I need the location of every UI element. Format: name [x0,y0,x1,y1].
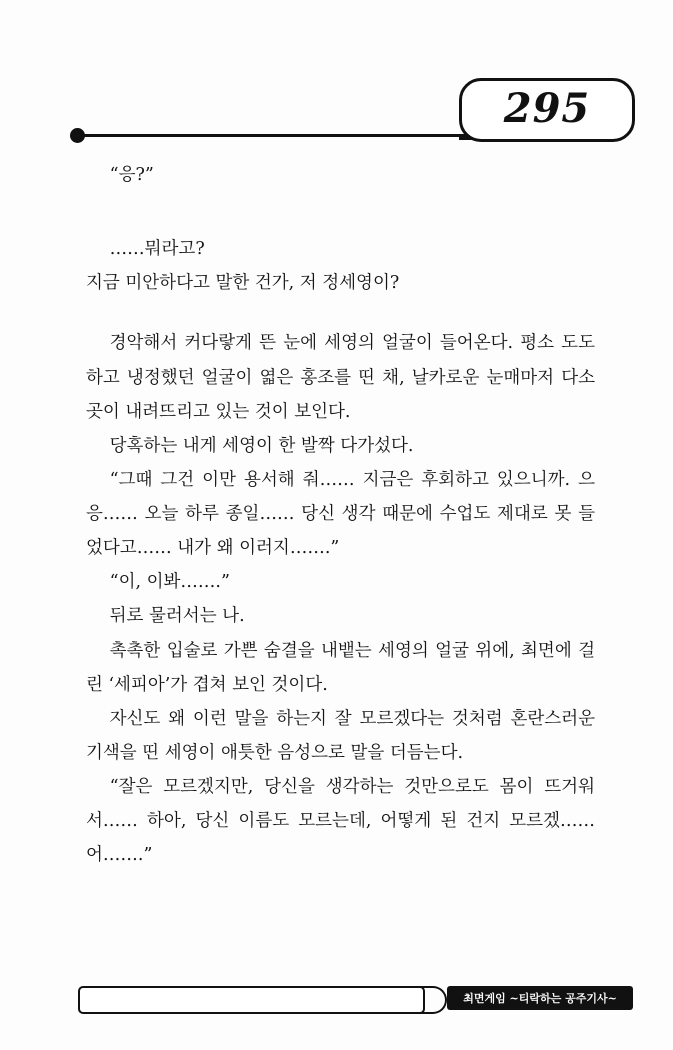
spacer [86,300,595,326]
paragraph-11: “잘은 모르겠지만, 당신을 생각하는 것만으로도 몸이 뜨거워서…… 하아, 당신 이름도 모르는데, 어떻게 된 건지 모르겠…… 어…….” [86,777,595,866]
spacer [86,192,595,232]
paragraph-6: “그때 그건 이만 용서해 줘…… 지금은 후회하고 있으니까. 으응…… 오늘 하루 종일…… 당신 생각 때문에 수업도 제대로 못 들었다고…… 내가 왜 이러지…….” [86,469,595,559]
paragraph-5: 당혹하는 내게 세영이 한 발짝 다가섰다. [109,435,414,456]
paragraph-8: 뒤로 물러서는 나. [109,606,245,627]
footer-bar [78,986,425,1014]
page-number-badge [459,78,635,142]
paragraph-10: 자신도 왜 이런 말을 하는지 잘 모르겠다는 것처럼 혼란스러운 기색을 띤 세영이 애틋한 음성으로 말을 더듬는다. [86,708,595,763]
paragraph-2: ……뭐라고? [109,239,205,260]
page-body-text [86,158,595,872]
footer-title: 최면게임 ~티락하는 공주기사~ [447,986,633,1010]
paragraph-9: 촉촉한 입술로 가쁜 숨결을 내뱉는 세영의 얼굴 위에, 최면에 걸린 ‘세피아’가 겹쳐 보인 것이다. [86,640,595,695]
footer-curve [419,986,447,1014]
header-rule [78,134,468,137]
paragraph-7: “이, 이봐…….” [109,572,230,593]
paragraph-4: 경악해서 커다랗게 뜬 눈에 세영의 얼굴이 들어온다. 평소 도도하고 냉정했던 얼굴이 엷은 홍조를 띤 채, 날카로운 눈매마저 다소곳이 내려뜨리고 있는 것이 보인다. [86,333,595,422]
paragraph-1: “응?” [109,165,154,185]
page-footer [78,986,633,1012]
paragraph-3: 지금 미안하다고 말한 건가, 저 정세영이? [86,273,400,294]
page-header [0,78,673,148]
page-number: 295 [503,85,591,132]
